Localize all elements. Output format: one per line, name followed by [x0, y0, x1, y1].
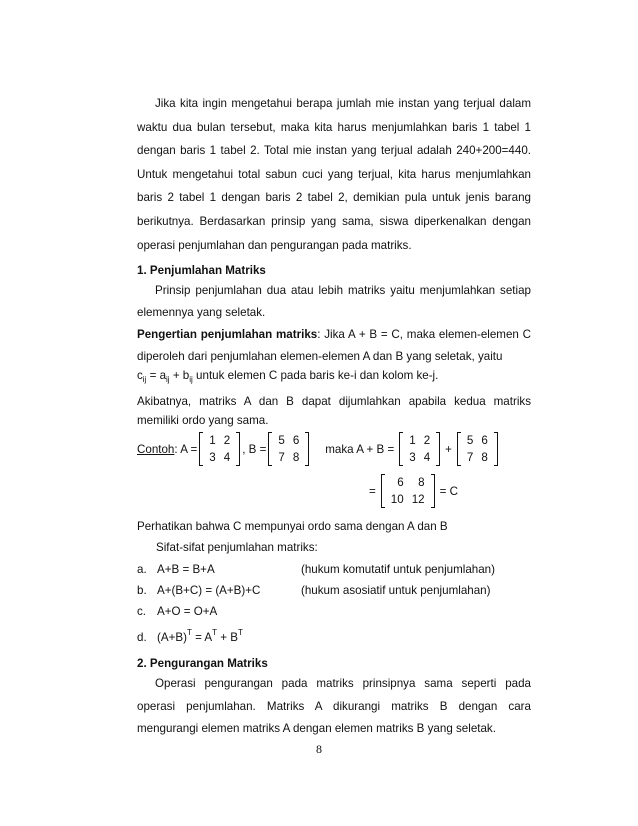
matrix-c-row: [387, 474, 429, 491]
example-a-prefix: : A =: [174, 442, 198, 456]
section2-heading: 2. Pengurangan Matriks: [137, 657, 268, 670]
property-desc: (hukum komutatif untuk penjumlahan): [301, 563, 495, 576]
property-d-mid2: + B: [217, 631, 239, 644]
matrix-b-sum-cell: 5: [466, 434, 474, 447]
matrix-a-sum-cell: 3: [409, 451, 416, 464]
section1-heading: 1. Penjumlahan Matriks: [137, 264, 266, 277]
property-label: b.: [137, 584, 147, 597]
matrix-a: [199, 432, 240, 466]
matrix-b-row: [274, 449, 303, 466]
matrix-b: [268, 432, 309, 466]
definition-label: Pengertian penjumlahan matriks: [137, 328, 318, 341]
matrix-a-sum-cell: 4: [423, 451, 431, 464]
property-d-mid: = A: [191, 631, 213, 644]
property-item: [137, 561, 495, 579]
page-number: 8: [316, 742, 322, 756]
property-d-label: d.: [137, 631, 147, 644]
matrix-c-cell: 10: [390, 493, 404, 506]
matrix-a-sum-row: [405, 432, 434, 449]
matrix-c-cell: 6: [397, 476, 404, 489]
formula-b-sub: ij: [189, 375, 193, 384]
example-maka: maka A + B =: [325, 442, 395, 456]
consequence-paragraph: Akibatnya, matriks A dan B dapat dijumlahkan apabila kedua matriks memiliki ordo yang sama.: [137, 395, 531, 427]
result-suffix: = C: [439, 484, 458, 498]
property-item: [137, 582, 490, 600]
matrix-c: [381, 474, 435, 508]
matrix-b-cell: 6: [292, 434, 300, 447]
formula-line: [137, 367, 531, 389]
matrix-a-row: [205, 449, 234, 466]
matrix-b-cell: 8: [292, 451, 300, 464]
matrix-b-row: [274, 432, 303, 449]
section2-paragraph: Operasi pengurangan pada matriks prinsipnya sama seperti pada operasi penjumlahan. Matriks A dikurangi matriks B dengan cara mengurangi elemen matriks A dengan elemen matriks B yang seletak.: [137, 677, 531, 735]
property-item: [137, 603, 301, 621]
property-desc: (hukum asosiatif untuk penjumlahan): [301, 584, 491, 597]
example-label: Contoh: [137, 442, 175, 456]
matrix-b-sum-row: [463, 432, 492, 449]
definition-paragraph: [137, 324, 531, 368]
matrix-a-cell: 3: [209, 451, 216, 464]
matrix-a-cell: 1: [209, 434, 216, 447]
matrix-b-sum-cell: 7: [466, 451, 474, 464]
formula-c: c: [137, 369, 143, 382]
property-formula: A+(B+C) = (A+B)+C: [157, 584, 261, 597]
example-row: [137, 432, 500, 466]
matrix-c-cell: 12: [411, 493, 425, 506]
matrix-a-sum-row: [405, 449, 434, 466]
matrix-b-sum-row: [463, 449, 492, 466]
property-label: c.: [137, 605, 147, 618]
example-comma-b: , B =: [242, 442, 267, 456]
matrix-b-cell: 5: [278, 434, 285, 447]
property-d-sup1: T: [186, 628, 192, 637]
matrix-c-cell: 8: [418, 476, 425, 489]
matrix-b-sum-cell: 8: [481, 451, 488, 464]
property-label: a.: [137, 563, 147, 576]
matrix-a-sum-cell: 2: [423, 434, 431, 447]
property-d-sup2: T: [212, 628, 218, 637]
matrix-b-sum-cell: 6: [481, 434, 488, 447]
definition-text: : Jika A + B = C, maka elemen-elemen C diperoleh dari penjumlahan elemen-elemen A dan B yang seletak, yaitu: [137, 328, 531, 363]
matrix-b-sum: [457, 432, 498, 466]
formula-eq: = a: [146, 369, 167, 382]
properties-heading: Sifat-sifat penjumlahan matriks:: [156, 541, 318, 554]
matrix-a-cell: 2: [223, 434, 231, 447]
property-d: [137, 624, 243, 647]
example-plus: +: [445, 442, 452, 456]
matrix-a-sum-cell: 1: [409, 434, 416, 447]
note-line: Perhatikan bahwa C mempunyai ordo sama dengan A dan B: [137, 520, 448, 533]
matrix-a-sum: [399, 432, 440, 466]
matrix-c-row: [387, 491, 429, 508]
result-equals: =: [369, 484, 376, 498]
property-formula: A+O = O+A: [157, 605, 218, 618]
intro-paragraph: Jika kita ingin mengetahui berapa jumlah mie instan yang terjual dalam waktu dua bulan tersebut, maka kita harus menjumlahkan baris 1 tabel 1 dengan baris 1 tabel 2. Total mie instan yang terjual adalah 240+200=440. Untuk mengetahui total sabun cuci yang terjual, kita harus menjumlahkan baris 2 tabel 1 dengan baris 2 tabel 2, demikian pula untuk jenis barang berikutnya. Berdasarkan prinsip yang sama, siswa diperkenalkan dengan operasi penjumlahan dan pengurangan pada matriks.: [137, 97, 531, 252]
formula-rest: untuk elemen C pada baris ke-i dan kolom ke-j.: [192, 369, 439, 382]
formula-c-sub: ij: [142, 375, 147, 384]
formula-a-sub: ij: [166, 375, 170, 384]
formula-plus: + b: [169, 369, 190, 382]
matrix-b-cell: 7: [278, 451, 285, 464]
matrix-a-cell: 4: [223, 451, 231, 464]
property-d-base: (A+B): [157, 631, 187, 644]
result-row: [366, 474, 461, 508]
matrix-a-row: [205, 432, 234, 449]
property-formula: A+B = B+A: [157, 563, 215, 576]
property-d-sup3: T: [238, 628, 243, 637]
section1-principle: Prinsip penjumlahan dua atau lebih matriks yaitu menjumlahkan setiap elemennya yang seletak.: [137, 284, 531, 319]
